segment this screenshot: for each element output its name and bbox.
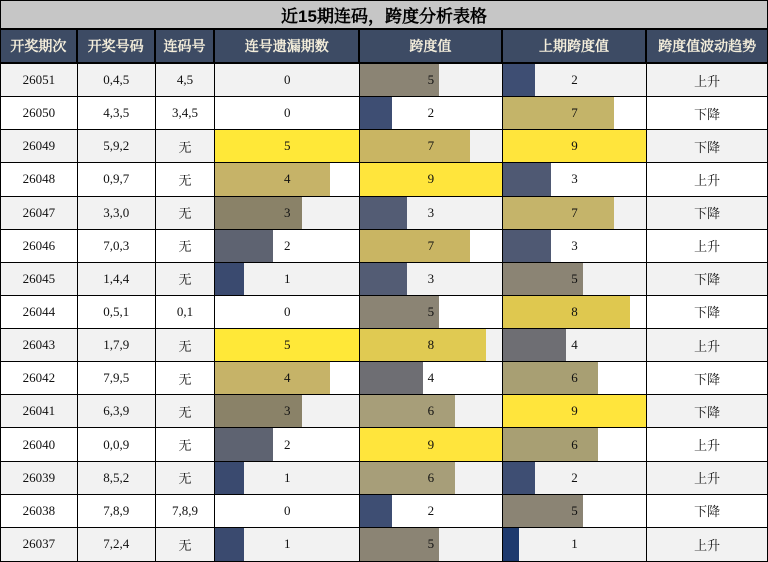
consecutive-cell [156,263,216,295]
period-cell [1,97,78,129]
prev-bar [503,64,535,96]
missing-cell-text: 0 [284,72,291,88]
span-bar [360,263,407,295]
prev-bar [503,163,551,195]
consecutive-cell [156,528,216,561]
numbers-cell [78,97,156,129]
span-cell-text: 2 [427,105,435,121]
missing-cell [215,263,360,295]
consecutive-cell [156,230,216,262]
numbers-cell-text: 8,5,2 [103,469,130,485]
span-cell [360,395,503,427]
numbers-cell [78,230,156,262]
span-bar [360,130,470,162]
trend-cell-text: 下降 [694,139,721,155]
span-cell [360,428,503,460]
period-cell-text: 26048 [22,171,56,187]
span-cell-text: 4 [427,370,435,386]
consecutive-cell [156,197,216,229]
missing-cell-text: 5 [284,337,291,353]
missing-cell [215,230,360,262]
span-bar [360,495,391,527]
consecutive-cell-text: 无 [178,371,192,387]
prev-span-cell-text: 7 [571,204,578,220]
missing-bar [215,462,244,494]
numbers-cell [78,395,156,427]
span-bar [360,230,470,262]
span-cell [360,495,503,527]
period-cell-text: 26039 [22,469,56,485]
numbers-cell [78,362,156,394]
trend-cell [647,428,767,460]
table-row [1,163,767,196]
consecutive-cell-text: 无 [178,139,192,155]
span-cell [360,130,503,162]
consecutive-cell [156,64,216,96]
prev-span-cell [503,64,648,96]
missing-cell-text: 3 [284,403,291,419]
period-cell-text: 26045 [22,270,56,286]
period-cell [1,163,78,195]
table-row [1,97,767,130]
numbers-cell-text: 7,0,3 [103,237,130,253]
period-cell [1,395,78,427]
prev-span-cell-text: 7 [571,105,578,121]
numbers-cell-text: 1,4,4 [103,270,130,286]
numbers-cell [78,462,156,494]
span-cell [360,362,503,394]
span-bar [360,362,423,394]
prev-span-cell-text: 4 [571,337,578,353]
table-row [1,64,767,97]
table-row [1,263,767,296]
numbers-cell [78,130,156,162]
consecutive-cell [156,296,216,328]
period-cell-text: 26037 [22,536,56,552]
prev-span-cell [503,163,648,195]
prev-bar [503,97,615,129]
trend-cell-text: 上升 [694,172,721,188]
span-cell-text: 6 [427,469,435,485]
missing-cell [215,329,360,361]
missing-cell-text: 5 [284,138,291,154]
consecutive-cell-text: 无 [178,272,192,288]
consecutive-cell [156,362,216,394]
prev-span-cell [503,130,648,162]
column-header-2: 连码号 [156,30,216,62]
column-header-6: 跨度值波动趋势 [658,38,757,54]
numbers-cell-text: 5,9,2 [103,138,130,154]
period-cell-text: 26047 [22,204,56,220]
span-cell-text: 2 [427,502,435,518]
trend-cell-text: 下降 [694,272,721,288]
trend-cell-text: 上升 [694,239,721,255]
span-cell [360,163,503,195]
missing-cell [215,362,360,394]
span-bar [360,197,407,229]
missing-cell-text: 2 [284,436,291,452]
column-header-0: 开奖期次 [1,30,78,62]
consecutive-cell-text: 无 [178,172,192,188]
consecutive-cell-text: 无 [178,471,192,487]
period-cell-text: 26051 [22,72,56,88]
missing-bar [215,528,244,561]
table-header-row [1,30,767,64]
prev-span-cell-text: 6 [571,370,578,386]
period-cell [1,64,78,96]
prev-bar [503,329,567,361]
prev-span-cell-text: 3 [571,237,578,253]
trend-cell [647,163,767,195]
span-cell [360,97,503,129]
trend-cell-text: 上升 [694,537,721,553]
trend-cell-text: 上升 [694,438,721,454]
prev-span-cell [503,462,648,494]
missing-cell-text: 0 [284,502,291,518]
period-cell-text: 26040 [22,436,56,452]
trend-cell-text: 上升 [694,73,721,89]
trend-cell-text: 下降 [694,305,721,321]
trend-cell [647,395,767,427]
table-row [1,395,767,428]
period-cell [1,296,78,328]
trend-cell [647,362,767,394]
prev-bar [503,362,599,394]
span-cell-text: 9 [427,171,435,187]
numbers-cell [78,528,156,561]
period-cell-text: 26049 [22,138,56,154]
prev-bar [503,528,519,561]
period-cell-text: 26042 [22,370,56,386]
trend-cell [647,230,767,262]
consecutive-cell-text: 无 [178,537,192,553]
missing-cell [215,495,360,527]
numbers-cell [78,428,156,460]
trend-cell [647,97,767,129]
span-cell [360,296,503,328]
missing-bar [215,428,272,460]
prev-span-cell [503,230,648,262]
consecutive-cell [156,495,216,527]
missing-cell [215,97,360,129]
table-row [1,296,767,329]
period-cell [1,362,78,394]
consecutive-cell-text: 4,5 [176,72,194,88]
missing-bar [215,163,330,195]
prev-span-cell [503,296,648,328]
numbers-cell [78,296,156,328]
prev-span-cell-text: 3 [571,171,578,187]
trend-cell-text: 下降 [694,371,721,387]
prev-span-cell-text: 1 [571,536,578,552]
table-row [1,130,767,163]
prev-span-cell-text: 9 [571,138,578,154]
prev-span-cell-text: 8 [571,303,578,319]
numbers-cell-text: 0,9,7 [103,171,130,187]
span-bar [360,395,454,427]
span-cell [360,197,503,229]
consecutive-cell [156,462,216,494]
span-cell-text: 5 [427,536,435,552]
trend-cell-text: 下降 [694,404,721,420]
span-cell [360,263,503,295]
span-bar [360,462,454,494]
trend-cell [647,296,767,328]
consecutive-cell [156,329,216,361]
trend-cell-text: 下降 [694,206,721,222]
table-row [1,362,767,395]
period-cell-text: 26043 [22,337,56,353]
numbers-cell [78,495,156,527]
missing-cell [215,64,360,96]
span-cell-text: 7 [427,138,435,154]
trend-cell-text: 上升 [694,338,721,354]
numbers-cell-text: 6,3,9 [103,403,130,419]
consecutive-cell-text: 无 [178,338,192,354]
table-row [1,329,767,362]
trend-cell [647,495,767,527]
prev-bar [503,230,551,262]
trend-cell [647,528,767,561]
period-cell [1,462,78,494]
trend-cell [647,197,767,229]
period-cell [1,428,78,460]
trend-cell-text: 下降 [694,106,721,122]
period-cell [1,495,78,527]
prev-bar [503,197,615,229]
prev-bar [503,428,599,460]
missing-cell-text: 4 [284,370,291,386]
missing-cell-text: 1 [284,469,291,485]
span-bar [360,97,391,129]
numbers-cell-text: 3,3,0 [103,204,130,220]
prev-bar [503,296,631,328]
prev-span-cell [503,362,648,394]
numbers-cell-text: 4,3,5 [103,105,130,121]
missing-cell-text: 1 [284,270,291,286]
consecutive-cell-text: 无 [178,404,192,420]
span-cell-text: 8 [427,337,435,353]
span-cell-text: 5 [427,72,435,88]
missing-cell-text: 2 [284,237,291,253]
missing-cell [215,528,360,561]
span-cell-text: 5 [427,303,435,319]
prev-span-cell-text: 2 [571,72,578,88]
numbers-cell [78,197,156,229]
consecutive-cell-text: 7,8,9 [172,502,199,518]
numbers-cell-text: 7,9,5 [103,370,130,386]
period-cell [1,329,78,361]
prev-span-cell-text: 5 [571,270,578,286]
trend-cell-text: 上升 [694,471,721,487]
numbers-cell-text: 0,4,5 [103,72,130,88]
missing-cell [215,197,360,229]
consecutive-cell-text: 0,1 [176,303,194,319]
prev-span-cell [503,263,648,295]
prev-span-cell [503,428,648,460]
table-row [1,462,767,495]
trend-cell [647,130,767,162]
numbers-cell-text: 7,8,9 [103,502,130,518]
numbers-cell [78,64,156,96]
consecutive-cell [156,395,216,427]
span-cell-text: 3 [427,270,435,286]
span-cell [360,329,503,361]
period-cell [1,197,78,229]
period-cell-text: 26044 [22,303,56,319]
period-cell [1,230,78,262]
trend-cell [647,329,767,361]
column-header-4: 跨度值 [360,30,503,62]
consecutive-cell [156,97,216,129]
prev-bar [503,462,535,494]
period-cell-text: 26038 [22,502,56,518]
table-title: 近15期连码，跨度分析表格 [1,1,767,30]
table-row [1,495,767,528]
table-row [1,428,767,461]
numbers-cell-text: 1,7,9 [103,337,130,353]
span-cell [360,528,503,561]
prev-span-cell-text: 5 [571,502,578,518]
trend-cell-text: 下降 [694,504,721,520]
missing-cell [215,296,360,328]
consecutive-cell-text: 3,4,5 [172,105,199,121]
prev-span-cell-text: 6 [571,436,578,452]
missing-cell [215,395,360,427]
numbers-cell [78,329,156,361]
consecutive-cell-text: 无 [178,239,192,255]
span-bar [360,329,486,361]
table-body [1,64,767,561]
table-row [1,528,767,561]
consecutive-cell [156,428,216,460]
column-header-5: 上期跨度值 [503,30,648,62]
period-cell-text: 26046 [22,237,56,253]
prev-span-cell [503,495,648,527]
consecutive-cell-text: 无 [178,438,192,454]
prev-span-cell [503,97,648,129]
prev-span-cell [503,329,648,361]
period-cell-text: 26050 [22,105,56,121]
missing-cell-text: 0 [284,303,291,319]
numbers-cell [78,263,156,295]
span-cell [360,64,503,96]
missing-cell [215,130,360,162]
missing-cell [215,428,360,460]
consecutive-cell-text: 无 [178,206,192,222]
period-cell-text: 26041 [22,403,56,419]
prev-span-cell-text: 2 [571,469,578,485]
prev-span-cell [503,528,648,561]
missing-cell-text: 1 [284,536,291,552]
trend-cell [647,462,767,494]
span-cell-text: 7 [427,237,435,253]
table-row [1,197,767,230]
missing-cell-text: 3 [284,204,291,220]
period-cell [1,528,78,561]
missing-cell-text: 0 [284,105,291,121]
numbers-cell-text: 7,2,4 [103,536,130,552]
trend-cell [647,263,767,295]
missing-bar [215,362,330,394]
span-cell [360,462,503,494]
span-cell-text: 6 [427,403,435,419]
numbers-cell [78,163,156,195]
missing-cell-text: 4 [284,171,291,187]
span-cell [360,230,503,262]
trend-cell [647,64,767,96]
missing-cell [215,462,360,494]
consecutive-cell [156,130,216,162]
prev-span-cell [503,395,648,427]
consecutive-cell [156,163,216,195]
period-cell [1,263,78,295]
numbers-cell-text: 0,0,9 [103,436,130,452]
prev-span-cell-text: 9 [571,403,578,419]
prev-span-cell [503,197,648,229]
missing-bar [215,263,244,295]
span-cell-text: 3 [427,204,435,220]
numbers-cell-text: 0,5,1 [103,303,130,319]
column-header-3: 连号遗漏期数 [215,30,360,62]
column-header-1: 开奖号码 [78,30,156,62]
span-cell-text: 9 [427,436,435,452]
missing-bar [215,230,272,262]
period-cell [1,130,78,162]
table-row [1,230,767,263]
missing-cell [215,163,360,195]
